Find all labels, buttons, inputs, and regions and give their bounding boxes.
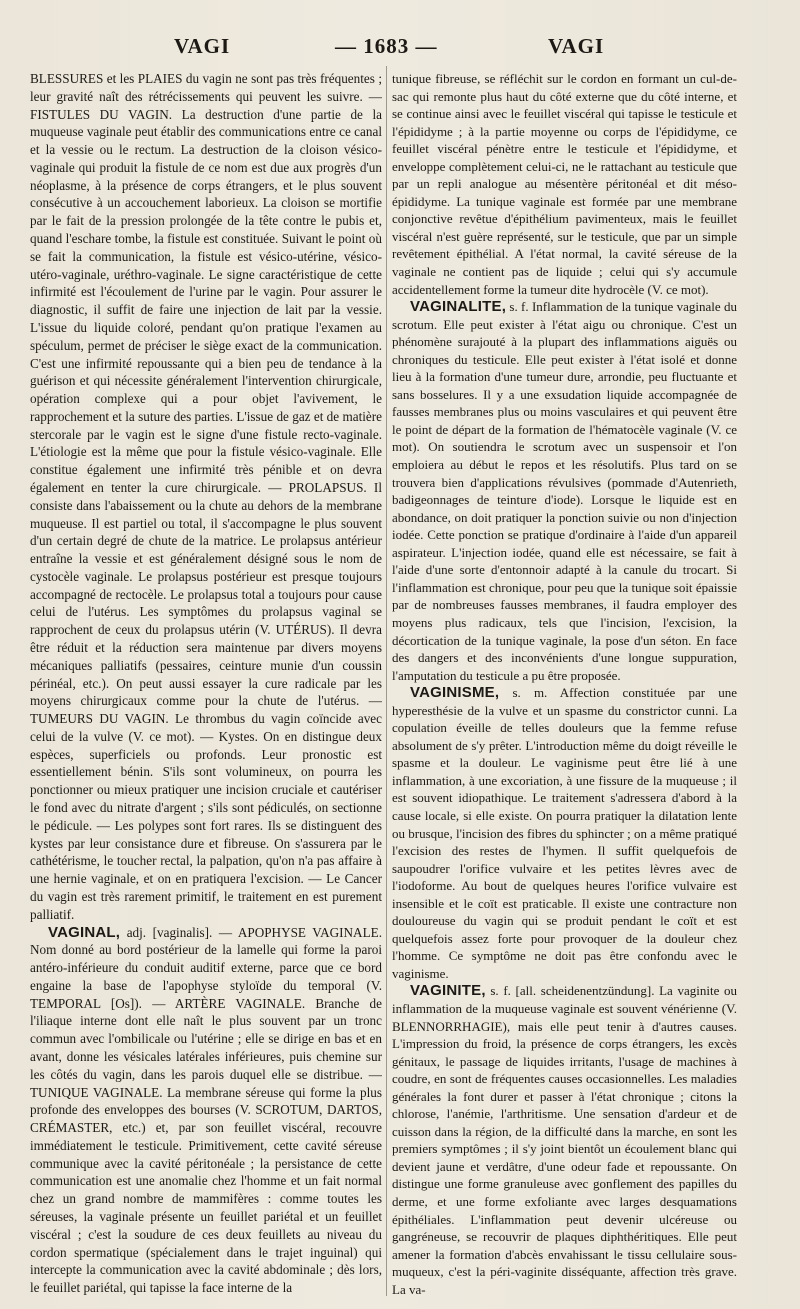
running-head <box>0 34 800 60</box>
entry-headword: VAGINISME, <box>410 684 500 702</box>
entry-text: adj. [vaginalis]. — APOPHYSE VAGINALE. Nom donné au bord postérieur de la lamelle qui forme la paroi antéro-inférieure du conduit auditif externe, parce que ce bord engaine la base de l'apophyse styloïde du temporal (V. TEMPORAL [Os]). — ARTÈRE VAGINALE. Branche de l'iliaque interne dont elle naît le plus souvent par un tronc commun avec l'ombilicale ou l'utérine ; elle se dirige en bas et en avant, donne les vésicales latérales inférieures, puis chemine sur les côtés du vagin, dans les parois duquel elle se distribue. — TUNIQUE VAGINALE. La membrane séreuse qui forme la plus profonde des enveloppes des bourses (V. SCROTUM, DARTOS, CRÉMASTER, etc.) et, par son feuillet viscéral, recouvre immédiatement le testicule. Primitivement, cette cavité séreuse communique avec la cavité péritonéale ; la persistance de cette communication est une anomalie chez l'homme et un fait normal chez un grand nombre de mammifères : comme toutes les séreuses, la vaginale présente un feuillet pariétal et un feuillet viscéral ; c'est la soudure de ces deux feuillets au niveau du cordon spermatique (spécialement dans le trajet inguinal) qui intercepte la communication avec la cavité abdominale ; dès lors, le feuillet pariétal, qui tapisse la face interne de la <box>30 924 382 1296</box>
entry-text: s. m. Affection constituée par une hyperesthésie de la vulve et un spasme du constrictor cunni. La copulation éveille de telles douleurs que la femme refuse absolument de s'y prêter. L'introduction même du doigt réveille le spasme et la douleur. Le vaginisme peut être lié à une inflammation, à une excoriation, à une fissure de la muqueuse ; il est souvent idiopathique. Le traitement s'adressera d'abord à la cause locale, si elle existe. On pourra pratiquer la dilatation lente ou brusque, l'incision des fibres du sphincter ; on a même pratiqué l'excision des restes de l'hymen. Il suffit quelquefois de saupoudrer l'orifice vulvaire et les petites lèvres avec de l'iodoforme. Au bout de quelques heures l'orifice vulvaire est insensible et le coït est praticable. Il existe une contracture non douloureuse du vagin qui se produit pendant le coït et est quelquefois assez forte pour provoquer de la douleur chez l'homme. Ce symptôme ne doit pas être confondu avec le vaginisme. <box>392 685 737 981</box>
right-column <box>392 70 737 1300</box>
paragraph-text: tunique fibreuse, se réfléchit sur le cordon en formant un cul-de-sac qui remonte plus haut du côté externe que du côté interne, et se continue ainsi avec le feuillet viscéral qui tapisse le testicule et l'épididyme ; à la partie moyenne ou corps de l'épididyme, ce feuillet viscéral pénètre entre le testicule et l'épididyme, et enveloppe complètement celui-ci, ne le rattachant au testicule que par un repli analogue au mésentère péritonéal et dit méso-épididyme. La tunique vaginale est formée par une membrane conjonctive revêtue d'épithélium pavimenteux, mais le feuillet viscéral n'est guère représenté, sur le testicule, que par un simple revêtement épithélial. A l'état normal, la cavité séreuse de la vaginale ne contient pas de liquide ; celui qui s'y accumule accidentellement forme la tumeur dite hydrocèle (V. ce mot). <box>392 71 737 297</box>
column-divider <box>386 66 387 1296</box>
running-head-right: VAGI <box>548 34 605 58</box>
entry-headword: VAGINALITE, <box>410 298 507 316</box>
paragraph <box>30 70 382 924</box>
page-number: — 1683 — <box>335 34 438 58</box>
entry-headword: VAGINITE, <box>410 982 486 1000</box>
entry-headword: VAGINAL, <box>48 923 121 941</box>
dictionary-entry <box>30 924 382 1297</box>
dictionary-entry <box>392 982 737 1298</box>
entry-text: s. f. Inflammation de la tunique vaginale du scrotum. Elle peut exister à l'état aigu ou chronique. C'est un phénomène surajouté à la plupart des inflammations aiguës ou chroniques du testicule. Elle peut exister à l'état isolé et donne lieu à la formation d'une tumeur dure, arrondie, peu fluctuante et sans bosselures. Il y a une exsudation liquide accompagnée de fausses membranes plus ou moins vasculaires et qui peuvent être le point de départ de la formation de l'hématocèle vaginale (V. ce mot). On soutiendra le scrotum avec un suspensoir et l'on emploiera au début le repos et les résolutifs. Plus tard on se trouvera bien d'applications révulsives (pommade d'Autenrieth, badigeonnages de teinture d'iode). Lorsque le liquide est en abondance, on doit pratiquer la ponction suivie ou non d'injection iodée. Cette ponction se pratique d'ordinaire à l'aide d'un appareil aspirateur. L'injection iodée, quand elle est nécessaire, se fait à l'aide d'une sorte d'entonnoir adapté à la canule du trocart. Si l'inflammation est chronique, pour peu que la tunique soit épaissie par de nombreuses fausses membranes, il faudra employer des moyens plus radicaux, tels que l'incision, l'excision, la décortication de la tunique vaginale, la pose d'un séton. En face des dangers et des inconvénients d'une longue suppuration, l'amputation du testicule a pu être proposée. <box>392 299 737 683</box>
paragraph <box>392 70 737 298</box>
running-head-left: VAGI <box>174 34 231 58</box>
paragraph-text: BLESSURES et les PLAIES du vagin ne sont pas très fréquentes ; leur gravité naît des rétrécissements qui peuvent les suivre. — FISTULES DU VAGIN. La destruction d'une partie de la muqueuse vaginale peut établir des communications entre ce canal et la vessie ou le rectum. La destruction de la cloison vésico-vaginale qui produit la fistule de ce nom est due aux progrès d'un néoplasme, à la présence de corps étrangers, et le plus souvent consécutive à un accouchement laborieux. La cloison se mortifie par le fait de la pression prolongée de la tête contre le pubis et, quand l'eschare tombe, la fistule est constituée. Suivant le point où se fait la communication, la fistule est vésico-utérine, vésico-utéro-vaginale, uréthro-vaginale. Le signe caractéristique de cette infirmité est l'écoulement de l'urine par le vagin. Pour assurer le diagnostic, il suffit de faire une injection de lait par la vessie. L'issue du liquide coloré, pendant qu'on pratique l'examen au spéculum, permet de préciser le siège exact de la communication. C'est une infirmité repoussante qui a bien peu de tendance à la guérison et qui nécessite généralement l'intervention chirurgicale, opération complexe qui a pour objet l'avivement, le rapprochement et la suture des parties. L'issue de gaz et de matière stercorale par le vagin est le signe d'une fistule recto-vaginale. L'étiologie est la même que pour la fistule vésico-vaginale. Elle constitue également une infirmité très pénible et on devra également en tenter la cure chirurgicale. — PROLAPSUS. Il consiste dans l'abaissement ou la chute au dehors de la membrane muqueuse. Il est partiel ou total, il s'accompagne le plus souvent d'un certain degré de chute de la matrice. Le prolapsus antérieur entraîne la vessie et est généralement désigné sous le nom de cystocèle vaginale. Le prolapsus postérieur est presque toujours accompagné de rectocèle. Le prolapsus total a toujours pour cause celui de l'utérus. Les symptômes du prolapsus vaginal se rapprochent de ceux du prolapsus utérin (V. UTÉRUS). Il devra être réduit et la réduction sera maintenue par divers moyens mécaniques palliatifs (pessaires, ceinture munie d'un coussin périnéal, etc.). On peut aussi essayer la cure radicale par les moyens chirurgicaux comme pour la chute de l'utérus. — TUMEURS DU VAGIN. Le thrombus du vagin coïncide avec celui de la vulve (V. ce mot). — Kystes. On en distingue deux espèces, superficiels ou profonds. Leur pronostic est essentiellement bénin. S'ils sont volumineux, on pourra les ponctionner ou mieux pratiquer une incision cruciale et cautériser le fond avec du nitrate d'argent ; s'ils sont pédiculés, on sectionne le pédicule. — Les polypes sont fort rares. Ils se distinguent des kystes par leur consistance dure et fibreuse. On s'assurera par le cathétérisme, le toucher rectal, la palpation, qu'on n'a pas affaire à une hernie vaginale, et on en pratiquera l'excision. — Le Cancer du vagin est très rarement primitif, le traitement en est purement palliatif. <box>30 71 382 922</box>
left-column <box>30 70 382 1300</box>
entry-text: s. f. [all. scheidenentzündung]. La vaginite ou inflammation de la muqueuse vaginale est souvent vénérienne (V. BLENNORRHAGIE), mais elle peut tenir à d'autres causes. L'impression du froid, la présence de corps étrangers, les excès génitaux, le passage de liquides irritants, l'usage de machines à coudre, en sont de fréquentes causes occasionnelles. Les maladies générales la font durer et passer à l'état chronique ; citons la chlorose, l'anémie, l'arthritisme. Une sensation d'ardeur et de cuisson dans la région, de la difficulté dans la marche, en sont les premiers symptômes ; il s'y joint bientôt un écoulement blanc qui devient jaune et verdâtre, d'une odeur fade et repoussante. On distingue une forme granuleuse avec gonflement des papilles du derme, et une forme exfoliante avec larges desquamations épithéliales. L'inflammation peut devenir ulcéreuse ou gangréneuse, se recouvrir de plaques diphthéritiques. Elle peut amener la formation d'abcès envahissant le tissu cellulaire sous-muqueux, c'est la péri-vaginite disséquante, affection très grave. La va- <box>392 983 737 1297</box>
dictionary-entry <box>392 298 737 684</box>
dictionary-entry <box>392 684 737 982</box>
